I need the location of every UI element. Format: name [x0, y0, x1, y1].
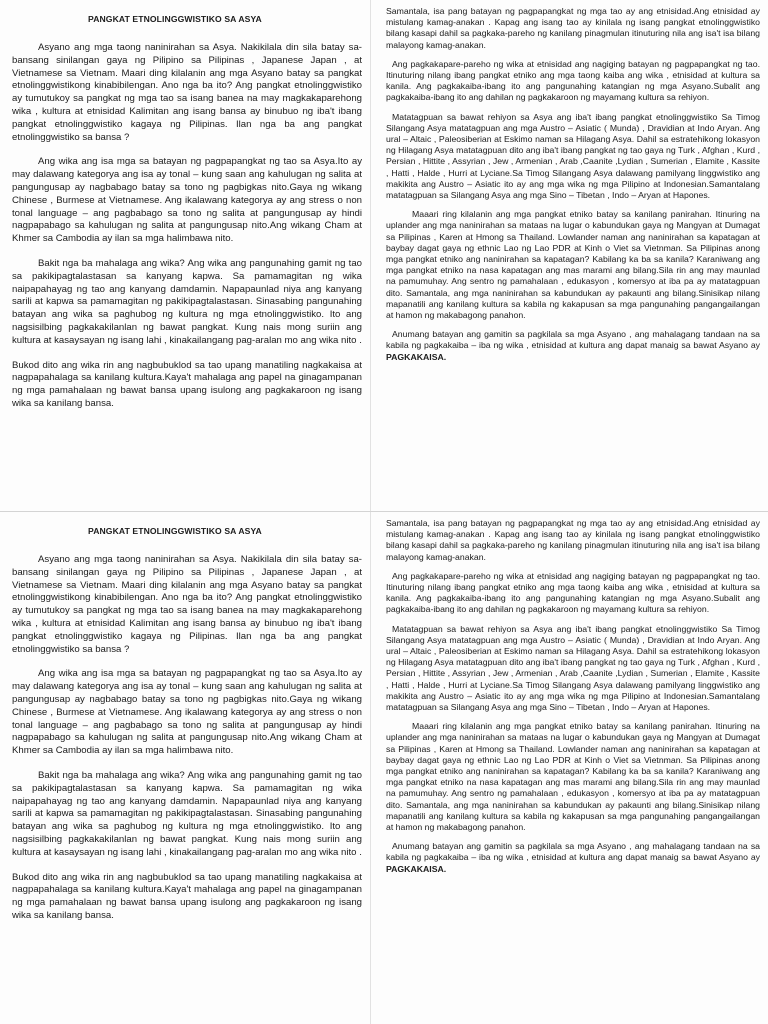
closing-emphasis: PAGKAKAISA.: [386, 863, 447, 874]
paragraph: Ang pagkakapare-pareho ng wika at etnisidad ang nagiging batayan ng pagpapangkat ng tao. Itinuturing nilang ibang pangkat etniko ang mga taong kaiba ang wika , etnisidad at kultura sa kanila. Ang pagkakaiba-ibang ito ang pangunahing katangian ng mga Asyano.Subalit ang pagkakaiba-ibang ito ang dahilan ng pagkakaroon ng mayamang kultura sa rehiyon.: [386, 570, 760, 615]
paragraph: Bukod dito ang wika rin ang nagbubuklod sa tao upang manatiling nagkakaisa at nagpapahalaga sa kanilang kultura.Kaya't mahalaga ang papel na ginagampanan ng mga pamahalaan ng bawat bansa upang isulong ang pagkakaroon ng isang wika sa kanilang bansa.: [12, 871, 362, 921]
paragraph: Bakit nga ba mahalaga ang wika? Ang wika ang pangunahing gamit ng tao sa pakikipagtalastasan sa kanyang kapwa. Sa pamamagitan ng wika naipapahayag ng tao ang kanyang damdamin. Napapaunlad niya ang kanyang sarili at kapwa sa pamamagitan ng pakikipagtalastasan. Sinasabing pangunahing batayan ang wika sa paghubog ng kultura ng mga etnolinggwistiko. Ito ang nagsisilbing pagkakakilanlan ng bawat pangkat. Kung nais mong suriin ang kultura at kasaysayan ng isang lahi , kinakailangang pag-aralan mo ang wika nito .: [12, 769, 362, 858]
document-title: PANGKAT ETNOLINGGWISTIKO SA ASYA: [88, 14, 262, 24]
paragraph: Ang wika ang isa mga sa batayan ng pagpapangkat ng tao sa Asya.Ito ay may dalawang kategorya ang isa ay tonal – kung saan ang kahulugan ng salita at pangungusap ay nagbabago batay sa tono ng pagbigkas nito.Gaya ng wikang Chinese , Burmese at Vietnamese. Ang ikalawang kategorya ay ang stress o non tonal language – ang pagbabago sa tono ng salita at pangungusap ay hindi nagpapabago sa kahulugan ng salita at pangungusap nito.Ang wikang Cham at Khmer sa Cambodia ay ilan sa mga halimbawa nito.: [12, 156, 362, 245]
paragraph: Matatagpuan sa bawat rehiyon sa Asya ang iba't ibang pangkat etnolinggwistiko Sa Timog Silangang Asya matatagpuan ang mga Austro – Asiatic ( Munda) , Dravidian at Indo Aryan. Ang ural – Altaic , Paleosiberian at Eskimo naman sa Hilagang Asya. Dahil sa estratehikong lokasyon ng Hilagang Asya matatagpuan dito ang iba't ibang pangkat ng tao gaya ng Turk , Afghan , Kurd , Persian , Hittite , Assyrian , Jew , Armenian , Arab ,Caanite ,Lydian , Sumerian , Elamite , Kassite , Hatti , Halde , Hurri at Lyciane.Sa Timog Silangang Asya dalawang pamilyang linggwistiko ang makikita ang Austro – Asiatic ito ay ang mga wika ng mga Pilipino at Indonesian.Samantalang matatagpuan sa Silangang Asya ang mga Sino – Tibetan , Indo – Aryan at Hapones.: [386, 111, 760, 201]
paragraph: Bukod dito ang wika rin ang nagbubuklod sa tao upang manatiling nagkakaisa at nagpapahalaga sa kanilang kultura.Kaya't mahalaga ang papel na ginagampanan ng mga pamahalaan ng bawat bansa upang isulong ang pagkakaroon ng isang wika sa kanilang bansa.: [12, 359, 362, 409]
paragraph: Samantala, isa pang batayan ng pagpapangkat ng mga tao ay ang etnisidad.Ang etnisidad ay mistulang kamag-anakan . Kapag ang isang tao ay kinilala ng isang pangkat etnolinggwistiko bilang kasapi dahil sa pagkaka-pareho ng kanilang pinagmulan itinuturing nila ang isa't isa bilang malayong kamag-anakan.: [386, 6, 760, 50]
paragraph: Samantala, isa pang batayan ng pagpapangkat ng mga tao ay ang etnisidad.Ang etnisidad ay mistulang kamag-anakan . Kapag ang isang tao ay kinilala ng isang pangkat etnolinggwistiko bilang kasapi dahil sa pagkaka-pareho ng kanilang pinagmulan itinuturing nila ang isa't isa bilang malayong kamag-anakan.: [386, 518, 760, 562]
document-page-bottom: [0, 512, 768, 1024]
column-divider: [370, 0, 371, 512]
closing-text: Anumang batayan ang gamitin sa pagkilala sa mga Asyano , ang mahalagang tandaan na sa kabila ng pagkakaiba – iba ng wika , etnisidad at kultura ang dapat manaig sa bawat Asyano ay: [386, 329, 760, 351]
document-title: PANGKAT ETNOLINGGWISTIKO SA ASYA: [88, 526, 262, 536]
closing-paragraph: [386, 841, 760, 875]
paragraph: Bakit nga ba mahalaga ang wika? Ang wika ang pangunahing gamit ng tao sa pakikipagtalastasan sa kanyang kapwa. Sa pamamagitan ng wika naipapahayag ng tao ang kanyang damdamin. Napapaunlad niya ang kanyang sarili at kapwa sa pamamagitan ng pakikipagtalastasan. Sinasabing pangunahing batayan ang wika sa paghubog ng kultura ng mga etnolinggwistiko. Ito ang nagsisilbing pagkakakilanlan ng bawat pangkat. Kung nais mong suriin ang kultura at kasaysayan ng isang lahi , kinakailangang pag-aralan mo ang wika nito .: [12, 257, 362, 346]
closing-text: Anumang batayan ang gamitin sa pagkilala sa mga Asyano , ang mahalagang tandaan na sa kabila ng pagkakaiba – iba ng wika , etnisidad at kultura ang dapat manaig sa bawat Asyano ay: [386, 841, 760, 863]
paragraph: Ang pagkakapare-pareho ng wika at etnisidad ang nagiging batayan ng pagpapangkat ng tao. Itinuturing nilang ibang pangkat etniko ang mga taong kaiba ang wika , etnisidad at kultura sa kanila. Ang pagkakaiba-ibang ito ang pangunahing katangian ng mga Asyano.Subalit ang pagkakaiba-ibang ito ang dahilan ng pagkakaroon ng mayamang kultura sa rehiyon.: [386, 58, 760, 103]
left-column: [8, 512, 366, 1024]
right-column: [382, 0, 764, 512]
paragraph: Maaari ring kilalanin ang mga pangkat etniko batay sa kanilang panirahan. Itinuring na uplander ang mga naninirahan sa mataas na lugar o kabundukan gaya ng Mangyan at Dumagat sa Pilipinas , Karen at Hmong sa Thailand. Lowlander naman ang naninirahan sa kapatagan at baybay dagat gaya ng ethnic Lao ng Lao PDR at Kinh o Viet sa Vietnman. Sa Pilipinas anong mga pangkat etniko ang naninirahan sa kapatagan? Kabilang ka ba sa kanila? Karaniwang ang mga pangkat etniko na nasa kapatagan ang mas marami ang bilang.Sila rin ang may maunlad na pamumuhay. Ang sentro ng pamahalaan , edukasyon , komersyo at iba pa ay matatagpuan dito. Samantala, ang mga naninirahan sa kabundukan ay pakaunti ang bilang.Sinisikap nilang mapanatili ang kanilang kultura sa kabila ng kakapusan sa mga pangunahing pangangailangan at hamon ng makabagong panahon.: [386, 209, 760, 321]
paragraph: Matatagpuan sa bawat rehiyon sa Asya ang iba't ibang pangkat etnolinggwistiko Sa Timog Silangang Asya matatagpuan ang mga Austro – Asiatic ( Munda) , Dravidian at Indo Aryan. Ang ural – Altaic , Paleosiberian at Eskimo naman sa Hilagang Asya. Dahil sa estratehikong lokasyon ng Hilagang Asya matatagpuan dito ang iba't ibang pangkat ng tao gaya ng Turk , Afghan , Kurd , Persian , Hittite , Assyrian , Jew , Armenian , Arab ,Caanite ,Lydian , Sumerian , Elamite , Kassite , Hatti , Halde , Hurri at Lyciane.Sa Timog Silangang Asya dalawang pamilyang linggwistiko ang makikita ang Austro – Asiatic ito ay ang mga wika ng mga Pilipino at Indonesian.Samantalang matatagpuan sa Silangang Asya ang mga Sino – Tibetan , Indo – Aryan at Hapones.: [386, 623, 760, 713]
column-divider: [370, 512, 371, 1024]
left-column: [8, 0, 366, 512]
paragraph: Asyano ang mga taong naninirahan sa Asya. Nakikilala din sila batay sa- bansang sinilangan gaya ng Pilipino sa Pilipinas , Japanese Japan , at Vietnamese sa Vietnam. Maari ding kilalanin ang mga Asyano batay sa pangkat etnolinggwistikong kinabibilengan. Ano nga ba ito? Ang pangkat etnolinggwistiko ay tumutukoy sa pangkat ng mga tao sa isang banea na may magkakaparehong wika , kultura at etnisidad Kalimitan ang isang bansa ay binubuo ng iba't ibang pangkat etnolinggwistiko kagaya ng Pilipinas. Ilan nga ba ang pangkat etnolinggwistiko sa bansa ?: [12, 554, 362, 655]
paragraph: Ang wika ang isa mga sa batayan ng pagpapangkat ng tao sa Asya.Ito ay may dalawang kategorya ang isa ay tonal – kung saan ang kahulugan ng salita at pangungusap ay nagbabago batay sa tono ng pagbigkas nito.Gaya ng wikang Chinese , Burmese at Vietnamese. Ang ikalawang kategorya ay ang stress o non tonal language – ang pagbabago sa tono ng salita at pangungusap ay hindi nagpapabago sa kahulugan ng salita at pangungusap nito.Ang wikang Cham at Khmer sa Cambodia ay ilan sa mga halimbawa nito.: [12, 668, 362, 757]
closing-emphasis: PAGKAKAISA.: [386, 351, 447, 362]
paragraph: Maaari ring kilalanin ang mga pangkat etniko batay sa kanilang panirahan. Itinuring na uplander ang mga naninirahan sa mataas na lugar o kabundukan gaya ng Mangyan at Dumagat sa Pilipinas , Karen at Hmong sa Thailand. Lowlander naman ang naninirahan sa kapatagan at baybay dagat gaya ng ethnic Lao ng Lao PDR at Kinh o Viet sa Vietnman. Sa Pilipinas anong mga pangkat etniko ang naninirahan sa kapatagan? Kabilang ka ba sa kanila? Karaniwang ang mga pangkat etniko na nasa kapatagan ang mas marami ang bilang.Sila rin ang may maunlad na pamumuhay. Ang sentro ng pamahalaan , edukasyon , komersyo at iba pa ay matatagpuan dito. Samantala, ang mga naninirahan sa kabundukan ay pakaunti ang bilang.Sinisikap nilang mapanatili ang kanilang kultura sa kabila ng kakapusan sa mga pangunahing pangangailangan at hamon ng makabagong panahon.: [386, 721, 760, 833]
paragraph: Asyano ang mga taong naninirahan sa Asya. Nakikilala din sila batay sa- bansang sinilangan gaya ng Pilipino sa Pilipinas , Japanese Japan , at Vietnamese sa Vietnam. Maari ding kilalanin ang mga Asyano batay sa pangkat etnolinggwistikong kinabibilengan. Ano nga ba ito? Ang pangkat etnolinggwistiko ay tumutukoy sa pangkat ng mga tao sa isang banea na may magkakaparehong wika , kultura at etnisidad Kalimitan ang isang bansa ay binubuo ng iba't ibang pangkat etnolinggwistiko kagaya ng Pilipinas. Ilan nga ba ang pangkat etnolinggwistiko sa bansa ?: [12, 42, 362, 143]
closing-paragraph: [386, 329, 760, 363]
right-column: [382, 512, 764, 1024]
